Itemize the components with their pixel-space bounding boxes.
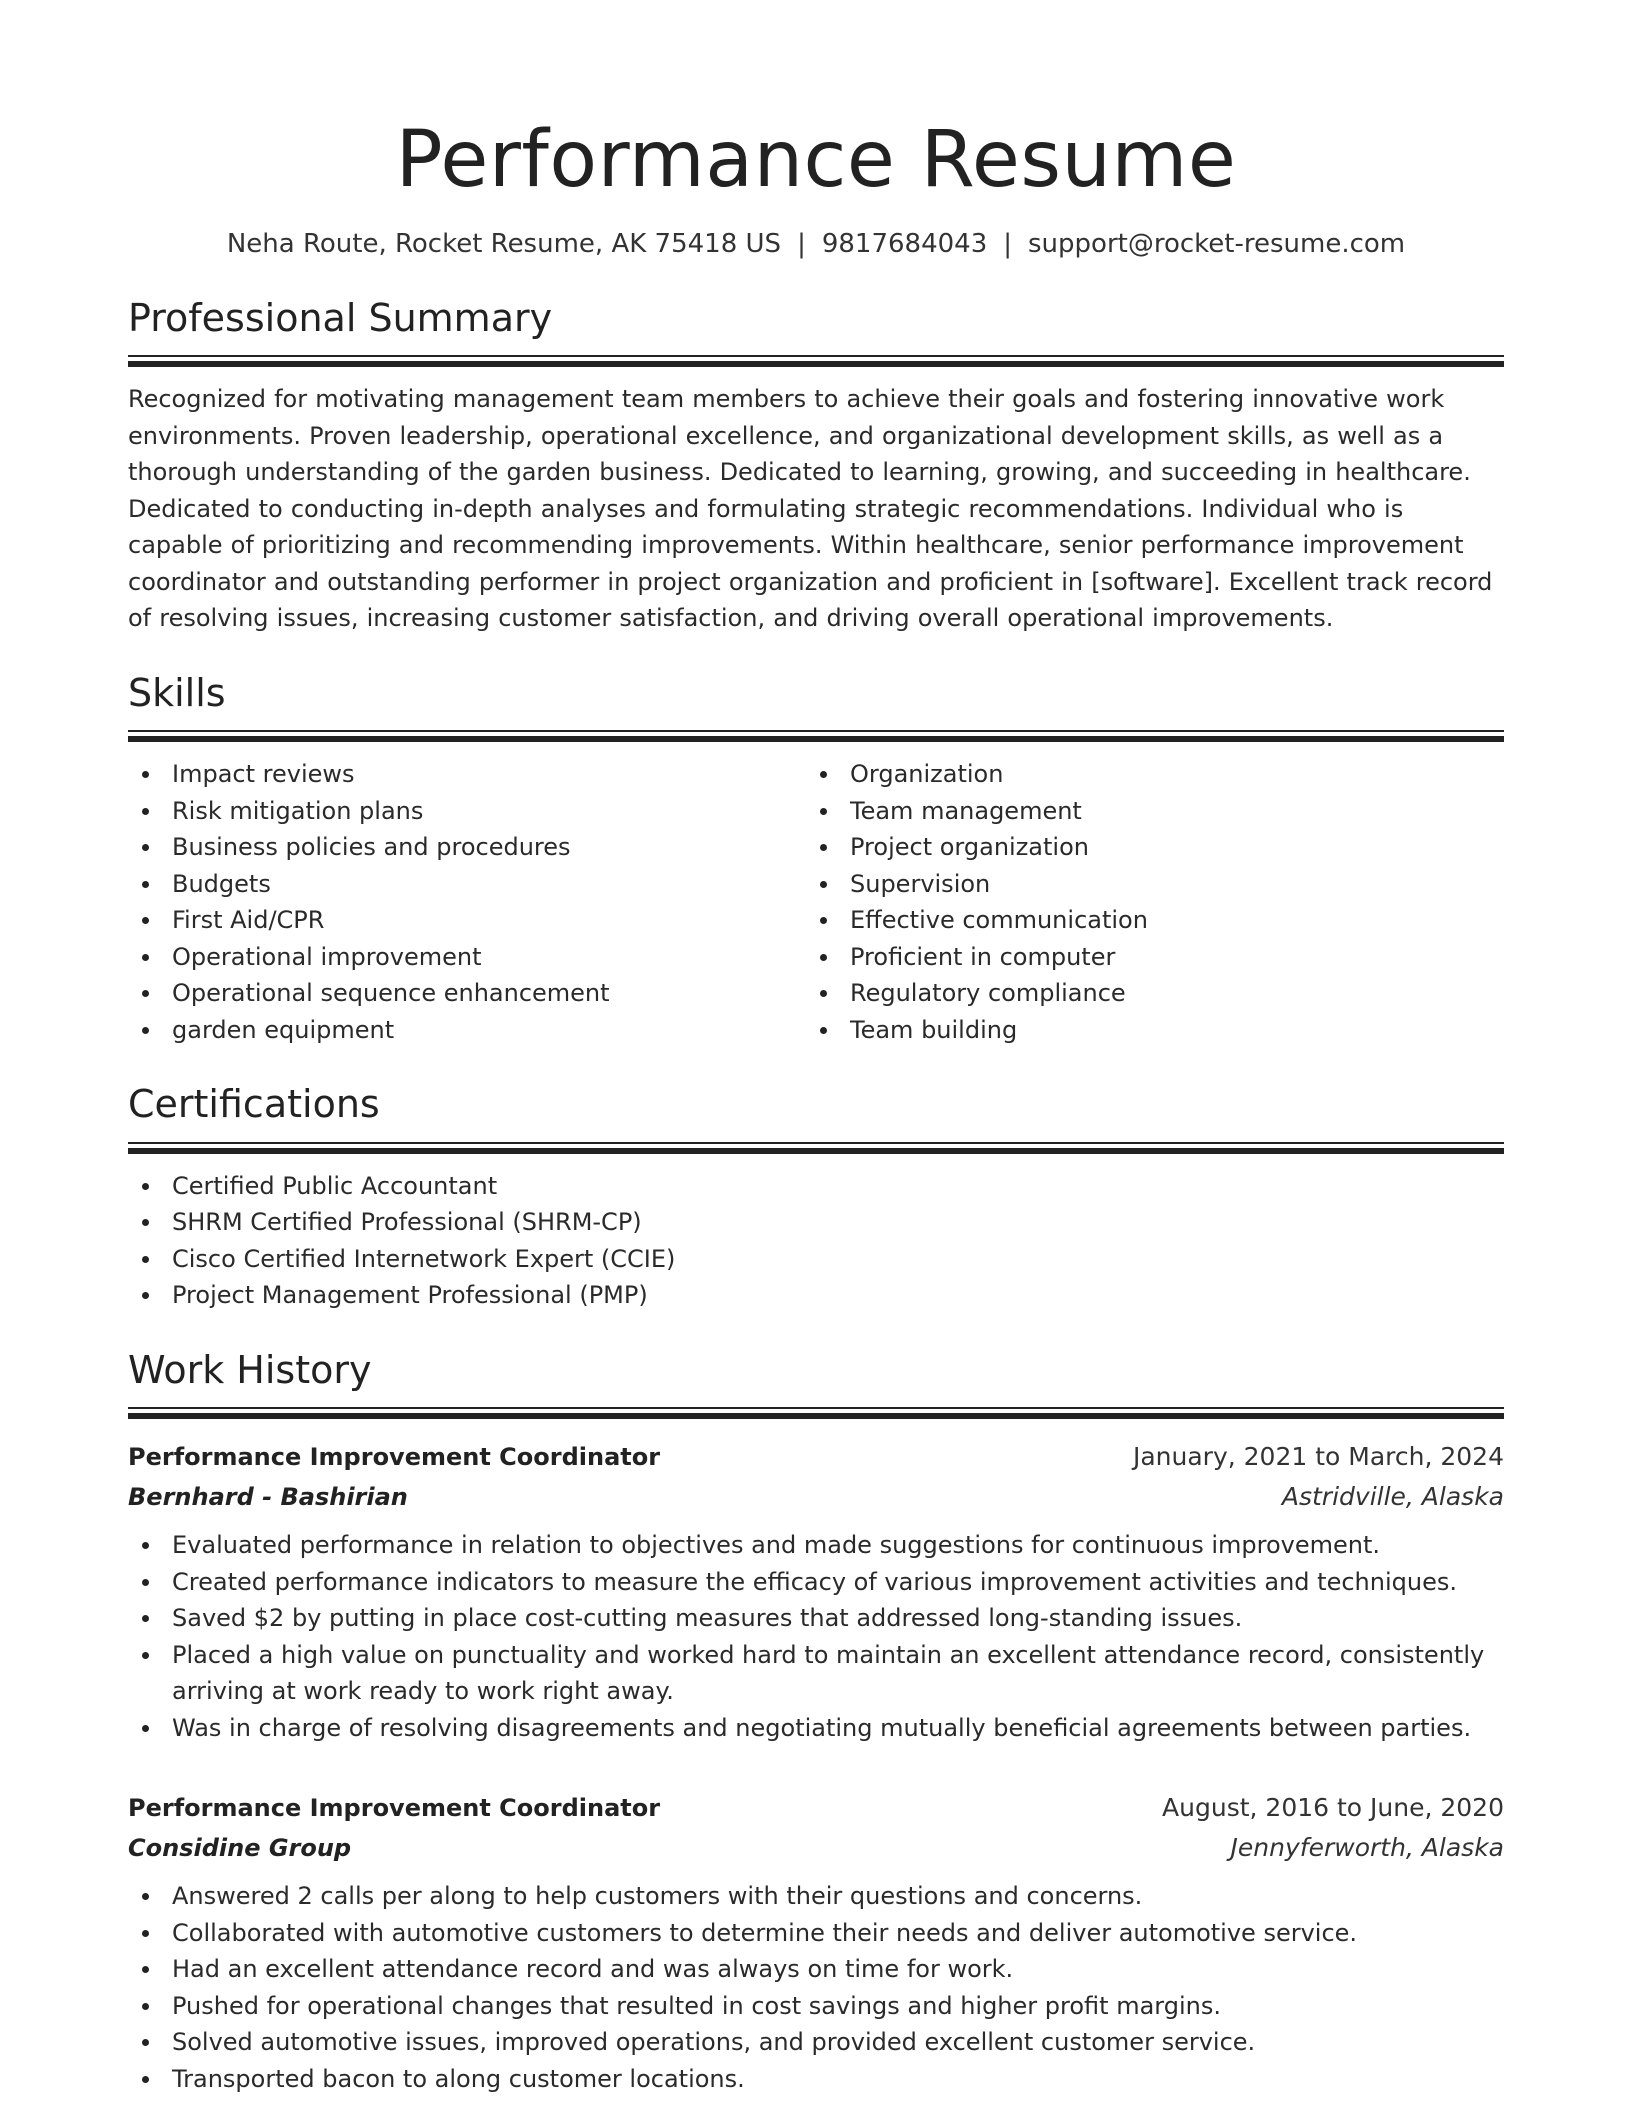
skill-item: Team building — [806, 1012, 1484, 1049]
job-location: Astridville, Alaska — [1281, 1482, 1504, 1512]
job-header-row — [128, 1788, 1504, 1828]
skill-item: Budgets — [128, 866, 806, 903]
contact-separator: | — [797, 228, 806, 259]
section-divider — [128, 1142, 1504, 1154]
skills-list-right — [806, 756, 1484, 1048]
certification-item: Cisco Certified Internetwork Expert (CCIE) — [128, 1241, 1504, 1278]
job-entry — [128, 1437, 1504, 1746]
section-title-summary: Professional Summary — [128, 295, 553, 340]
job-dates: August, 2016 to June, 2020 — [1162, 1793, 1504, 1823]
job-bullet: Created performance indicators to measure the efficacy of various improvement activities and techniques. — [128, 1564, 1504, 1601]
skill-item: garden equipment — [128, 1012, 806, 1049]
job-company: Bernhard - Bashirian — [128, 1483, 408, 1512]
skill-item: First Aid/CPR — [128, 902, 806, 939]
contact-separator: | — [1003, 228, 1013, 259]
skill-item: Impact reviews — [128, 756, 806, 793]
skill-item: Operational improvement — [128, 939, 806, 976]
job-bullet: Answered 2 calls per along to help customers with their questions and concerns. — [128, 1878, 1504, 1915]
job-bullet: Evaluated performance in relation to objectives and made suggestions for continuous improvement. — [128, 1527, 1504, 1564]
job-dates: January, 2021 to March, 2024 — [1132, 1442, 1504, 1472]
contact-phone: 9817684043 — [821, 228, 988, 259]
skills-list-left — [128, 756, 806, 1048]
resume-page — [128, 115, 1504, 2097]
certification-item: Project Management Professional (PMP) — [128, 1277, 1504, 1314]
skill-item: Organization — [806, 756, 1484, 793]
job-bullet: Collaborated with automotive customers to determine their needs and deliver automotive service. — [128, 1915, 1504, 1952]
skill-item: Business policies and procedures — [128, 829, 806, 866]
resume-title: Performance Resume — [395, 115, 1237, 205]
skill-item: Proficient in computer — [806, 939, 1484, 976]
contact-email: support@rocket-resume.com — [1028, 228, 1406, 259]
job-company-row — [128, 1477, 1504, 1517]
section-divider — [128, 730, 1504, 742]
job-entry — [128, 1788, 1504, 2097]
certifications-section — [128, 1082, 1504, 1314]
skill-item: Risk mitigation plans — [128, 793, 806, 830]
section-divider — [128, 1407, 1504, 1419]
job-bullet: Pushed for operational changes that resulted in cost savings and higher profit margins. — [128, 1988, 1504, 2025]
skill-item: Effective communication — [806, 902, 1484, 939]
certifications-list — [128, 1168, 1504, 1314]
job-header-row — [128, 1437, 1504, 1477]
job-company: Considine Group — [128, 1834, 352, 1863]
job-location: Jennyferworth, Alaska — [1230, 1833, 1504, 1863]
skill-item: Supervision — [806, 866, 1484, 903]
job-bullets — [128, 1878, 1504, 2097]
skill-item: Project organization — [806, 829, 1484, 866]
job-bullet: Was in charge of resolving disagreements and negotiating mutually beneficial agreements between parties. — [128, 1710, 1504, 1747]
skill-item: Team management — [806, 793, 1484, 830]
job-company-row — [128, 1828, 1504, 1868]
section-title-certifications: Certifications — [128, 1082, 380, 1127]
job-bullets — [128, 1527, 1504, 1746]
section-title-skills: Skills — [128, 670, 226, 715]
summary-section — [128, 296, 1504, 637]
skill-item: Operational sequence enhancement — [128, 975, 806, 1012]
job-title: Performance Improvement Coordinator — [128, 1794, 661, 1823]
job-bullet: Solved automotive issues, improved operations, and provided excellent customer service. — [128, 2024, 1504, 2061]
skills-section — [128, 671, 1504, 1049]
job-title: Performance Improvement Coordinator — [128, 1443, 661, 1472]
skill-item: Regulatory compliance — [806, 975, 1484, 1012]
section-divider — [128, 355, 1504, 367]
work-history-section — [128, 1348, 1504, 2098]
contact-address: Neha Route, Rocket Resume, AK 75418 US — [226, 228, 782, 259]
job-bullet: Transported bacon to along customer locations. — [128, 2061, 1504, 2098]
certification-item: SHRM Certified Professional (SHRM-CP) — [128, 1204, 1504, 1241]
certification-item: Certified Public Accountant — [128, 1168, 1504, 1205]
job-bullet: Placed a high value on punctuality and worked hard to maintain an excellent attendance record, consistently arriving at work ready to work right away. — [128, 1637, 1504, 1710]
skills-grid — [128, 756, 1504, 1048]
summary-text: Recognized for motivating management team members to achieve their goals and fostering innovative work environments. Proven leadership, operational excellence, and organizational development skills, as well as a thorough understanding of the garden business. Dedicated to learning, growing, and succeeding in healthcare. Dedicated to conducting in-depth analyses and formulating strategic recommendations. Individual who is capable of prioritizing and recommending improvements. Within healthcare, senior performance improvement coordinator and outstanding performer in project organization and proficient in [software]. Excellent track record of resolving issues, increasing customer satisfaction, and driving overall operational improvements. — [128, 385, 1493, 633]
job-bullet: Had an excellent attendance record and was always on time for work. — [128, 1951, 1504, 1988]
contact-line — [128, 228, 1504, 262]
section-title-work-history: Work History — [128, 1347, 372, 1392]
job-bullet: Saved $2 by putting in place cost-cutting measures that addressed long-standing issues. — [128, 1600, 1504, 1637]
